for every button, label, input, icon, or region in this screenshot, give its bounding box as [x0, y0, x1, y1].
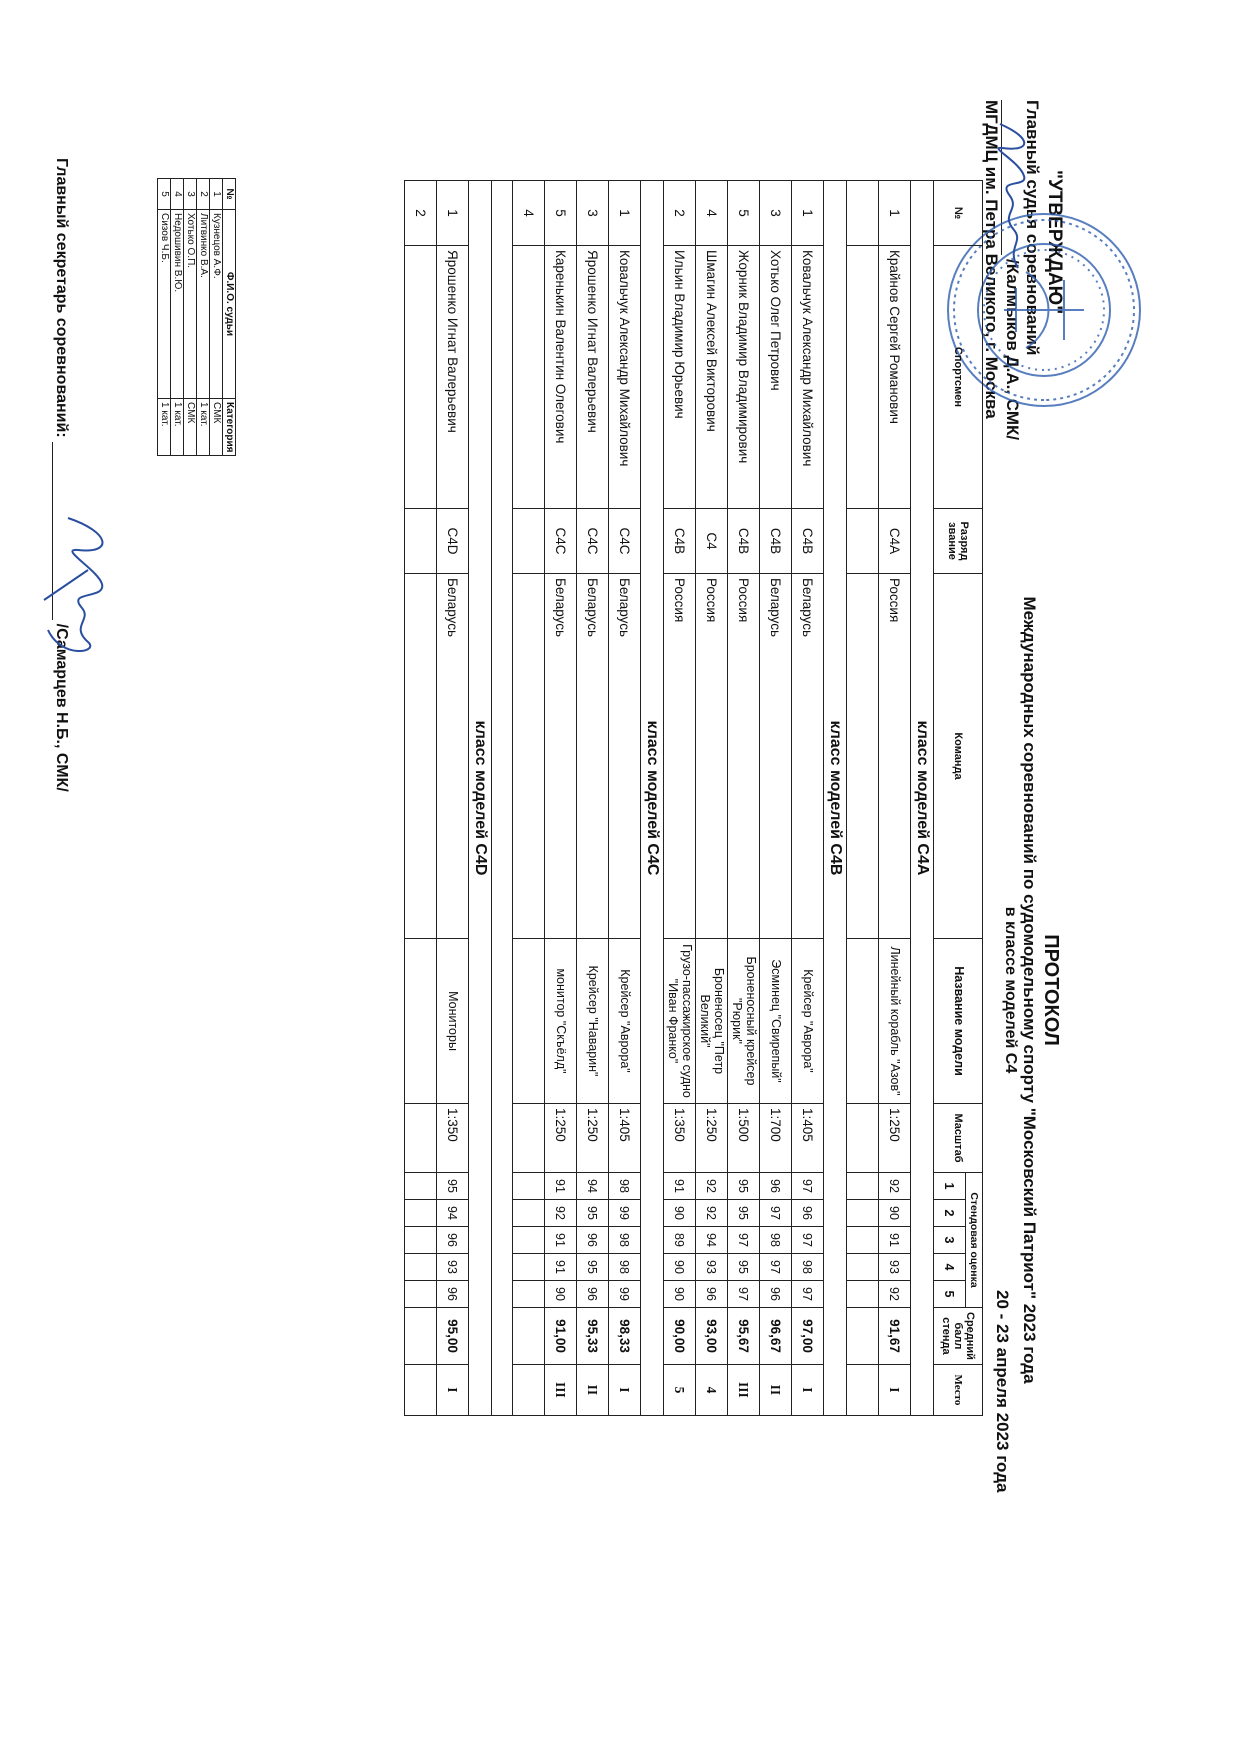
- judge-num: 5: [158, 179, 171, 210]
- class-title: класс моделей С4D: [469, 181, 492, 1416]
- header-place: Место: [934, 1364, 983, 1415]
- cell-score: 91: [545, 1173, 577, 1200]
- cell-score: 92: [879, 1281, 911, 1308]
- cell-score: 96: [696, 1281, 728, 1308]
- cell-scale: 1:250: [577, 1104, 609, 1173]
- judges-header-name: Ф.И.О. судьи: [223, 210, 236, 399]
- class-title-row: [911, 181, 934, 1416]
- cell-score: [405, 1254, 437, 1281]
- class-title: класс моделей С4А: [911, 181, 934, 1416]
- cell-rank: С4В: [792, 509, 824, 574]
- cell-score: 90: [664, 1281, 696, 1308]
- cell-athlete: [847, 246, 879, 509]
- judge-category: 1 кат.: [197, 399, 210, 456]
- result-row: [545, 181, 577, 1416]
- cell-num: 4: [513, 181, 545, 246]
- approval-title: "УТВЕРЖДАЮ": [1044, 170, 1065, 315]
- cell-score: 99: [609, 1281, 641, 1308]
- cell-score: [847, 1200, 879, 1227]
- cell-score: 98: [609, 1173, 641, 1200]
- secretary-name: /Самарцев Н.Б., СМК/: [53, 623, 70, 792]
- cell-place: 5: [664, 1364, 696, 1415]
- judge-category: 1 кат.: [158, 399, 171, 456]
- cell-model: [847, 939, 879, 1104]
- cell-score: [513, 1200, 545, 1227]
- chief-judge-signature: [980, 118, 1040, 298]
- header-score: 1: [934, 1173, 966, 1200]
- header-score: 2: [934, 1200, 966, 1227]
- header-score: 3: [934, 1227, 966, 1254]
- cell-avg: 93,00: [696, 1308, 728, 1365]
- result-row: [513, 181, 545, 1416]
- cell-athlete: [513, 246, 545, 509]
- cell-score: 96: [760, 1173, 792, 1200]
- cell-avg: 91,67: [879, 1308, 911, 1365]
- cell-num: 2: [405, 181, 437, 246]
- cell-score: 97: [728, 1281, 760, 1308]
- protocol-class-line: в классе моделей С4: [1002, 906, 1020, 1074]
- cell-athlete: Каренькин Валентин Олегович: [545, 246, 577, 509]
- protocol-title: ПРОТОКОЛ: [1040, 934, 1062, 1046]
- judge-row: [197, 179, 210, 456]
- cell-scale: 1:405: [609, 1104, 641, 1173]
- result-row: [577, 181, 609, 1416]
- result-row: [405, 181, 437, 1416]
- cell-model: Броненосный крейсер "Рюрик": [728, 939, 760, 1104]
- cell-score: [513, 1173, 545, 1200]
- cell-rank: С4В: [760, 509, 792, 574]
- cell-score: [405, 1173, 437, 1200]
- cell-score: [513, 1227, 545, 1254]
- result-row: [728, 181, 760, 1416]
- cell-score: 91: [545, 1227, 577, 1254]
- cell-avg: 95,33: [577, 1308, 609, 1365]
- cell-model: Линейный корабль "Азов": [879, 939, 911, 1104]
- cell-team: Беларусь: [760, 574, 792, 939]
- cell-score: 91: [545, 1254, 577, 1281]
- cell-place: I: [879, 1364, 911, 1415]
- cell-team: [847, 574, 879, 939]
- cell-model: Эсминец "Свирепый": [760, 939, 792, 1104]
- cell-place: I: [792, 1364, 824, 1415]
- cell-score: 92: [696, 1200, 728, 1227]
- judges-header-num: №: [223, 179, 236, 210]
- judge-category: 1 кат.: [171, 399, 184, 456]
- judge-num: 4: [171, 179, 184, 210]
- cell-athlete: Ярошенко Игнат Валерьевич: [577, 246, 609, 509]
- cell-score: [847, 1254, 879, 1281]
- cell-scale: [847, 1104, 879, 1173]
- cell-score: 97: [792, 1227, 824, 1254]
- cell-num: 4: [696, 181, 728, 246]
- cell-model: [513, 939, 545, 1104]
- cell-rank: [847, 509, 879, 574]
- cell-score: 98: [792, 1254, 824, 1281]
- cell-score: 90: [545, 1281, 577, 1308]
- cell-score: [405, 1227, 437, 1254]
- judge-row: [210, 179, 223, 456]
- cell-num: 3: [577, 181, 609, 246]
- cell-score: 96: [577, 1281, 609, 1308]
- cell-model: [405, 939, 437, 1104]
- judge-name: Недошивин В.Ю.: [171, 210, 184, 399]
- header-stand: Стендовая оценка: [966, 1173, 983, 1308]
- cell-rank: С4: [696, 509, 728, 574]
- cell-scale: 1:500: [728, 1104, 760, 1173]
- cell-score: 90: [664, 1254, 696, 1281]
- cell-avg: [513, 1308, 545, 1365]
- cell-score: 97: [728, 1227, 760, 1254]
- cell-score: 96: [437, 1281, 469, 1308]
- header-rank: Разряд звание: [934, 509, 983, 574]
- cell-score: 92: [545, 1200, 577, 1227]
- cell-num: 5: [545, 181, 577, 246]
- cell-rank: [405, 509, 437, 574]
- cell-score: [847, 1227, 879, 1254]
- judge-name: Сизов Ч.Б.: [158, 210, 171, 399]
- approval-role: Главный судья соревнований: [1023, 100, 1043, 356]
- cell-score: 98: [609, 1254, 641, 1281]
- class-title-row: [824, 181, 847, 1416]
- cell-place: I: [609, 1364, 641, 1415]
- result-row: [609, 181, 641, 1416]
- cell-place: III: [545, 1364, 577, 1415]
- cell-team: Беларусь: [792, 574, 824, 939]
- cell-model: Грузо-пассажирское судно "Иван Франко": [664, 939, 696, 1104]
- cell-score: 96: [792, 1200, 824, 1227]
- judges-table: [157, 178, 236, 456]
- cell-rank: С4А: [879, 509, 911, 574]
- spacer-row: [492, 181, 513, 1416]
- cell-score: 95: [577, 1200, 609, 1227]
- cell-rank: С4В: [728, 509, 760, 574]
- cell-model: Мониторы: [437, 939, 469, 1104]
- cell-score: 95: [728, 1173, 760, 1200]
- cell-place: 4: [696, 1364, 728, 1415]
- spacer-cell: [492, 181, 513, 1416]
- cell-score: 94: [577, 1173, 609, 1200]
- cell-team: Россия: [664, 574, 696, 939]
- cell-score: [847, 1281, 879, 1308]
- header-team: Команда: [934, 574, 983, 939]
- result-row: [437, 181, 469, 1416]
- cell-scale: 1:250: [696, 1104, 728, 1173]
- cell-num: 1: [879, 181, 911, 246]
- judge-name: Кузнецов А.Ф.: [210, 210, 223, 399]
- cell-num: [847, 181, 879, 246]
- cell-athlete: Хотько Олег Петрович: [760, 246, 792, 509]
- result-row: [696, 181, 728, 1416]
- result-row: [760, 181, 792, 1416]
- cell-score: 91: [879, 1227, 911, 1254]
- cell-score: 96: [437, 1227, 469, 1254]
- cell-score: 95: [437, 1173, 469, 1200]
- cell-num: 5: [728, 181, 760, 246]
- cell-avg: 95,00: [437, 1308, 469, 1365]
- cell-team: Россия: [879, 574, 911, 939]
- cell-score: [847, 1173, 879, 1200]
- cell-rank: С4С: [545, 509, 577, 574]
- cell-place: III: [728, 1364, 760, 1415]
- header-score: 5: [934, 1281, 966, 1308]
- secretary-label: Главный секретарь соревнований:: [53, 158, 70, 438]
- cell-score: 98: [760, 1227, 792, 1254]
- approval-name: /Калмыков Д.А., СМК/: [1002, 259, 1022, 441]
- header-athlete: Спортсмен: [934, 246, 983, 509]
- class-title-row: [641, 181, 664, 1416]
- cell-team: Беларусь: [545, 574, 577, 939]
- cell-score: [513, 1281, 545, 1308]
- judge-num: 3: [184, 179, 197, 210]
- cell-team: Беларусь: [577, 574, 609, 939]
- cell-score: 98: [609, 1227, 641, 1254]
- cell-score: 97: [760, 1254, 792, 1281]
- class-title: класс моделей С4С: [641, 181, 664, 1416]
- cell-score: 93: [437, 1254, 469, 1281]
- cell-scale: 1:250: [545, 1104, 577, 1173]
- cell-team: [513, 574, 545, 939]
- cell-place: I: [437, 1364, 469, 1415]
- cell-athlete: Ковальчук Александр Михайлович: [792, 246, 824, 509]
- cell-score: 95: [728, 1200, 760, 1227]
- cell-score: [405, 1200, 437, 1227]
- cell-score: 92: [696, 1173, 728, 1200]
- secretary-signature: [38, 510, 128, 680]
- cell-score: 90: [879, 1200, 911, 1227]
- header-avg: Средний балл стенда: [934, 1308, 983, 1365]
- cell-model: монитор "Скъёлд": [545, 939, 577, 1104]
- header-score: 4: [934, 1254, 966, 1281]
- cell-model: Броненосец "Петр Великий": [696, 939, 728, 1104]
- cell-place: II: [577, 1364, 609, 1415]
- results-table: [404, 180, 983, 1416]
- results-body: [405, 181, 934, 1416]
- header-model: Название модели: [934, 939, 983, 1104]
- cell-score: 97: [792, 1281, 824, 1308]
- judge-row: [184, 179, 197, 456]
- cell-scale: [405, 1104, 437, 1173]
- cell-avg: 91,00: [545, 1308, 577, 1365]
- cell-model: Крейсер "Аврора": [609, 939, 641, 1104]
- cell-scale: [513, 1104, 545, 1173]
- cell-model: Крейсер "Аврора": [792, 939, 824, 1104]
- cell-score: [513, 1254, 545, 1281]
- cell-rank: С4В: [664, 509, 696, 574]
- cell-num: 1: [437, 181, 469, 246]
- judge-category: СМК: [184, 399, 197, 456]
- cell-team: Беларусь: [437, 574, 469, 939]
- cell-team: [405, 574, 437, 939]
- cell-score: 96: [760, 1281, 792, 1308]
- cell-score: 94: [437, 1200, 469, 1227]
- cell-athlete: [405, 246, 437, 509]
- cell-num: 3: [760, 181, 792, 246]
- cell-num: 2: [664, 181, 696, 246]
- cell-score: 97: [792, 1173, 824, 1200]
- cell-scale: 1:700: [760, 1104, 792, 1173]
- judges-body: [158, 179, 223, 456]
- cell-athlete: Ильин Владимир Юрьевич: [664, 246, 696, 509]
- judge-row: [158, 179, 171, 456]
- cell-score: 95: [728, 1254, 760, 1281]
- result-row: [879, 181, 911, 1416]
- competition-dates: 20 - 23 апреля 2023 года: [993, 1290, 1012, 1493]
- result-row: [792, 181, 824, 1416]
- judge-name: Хотько О.П.: [184, 210, 197, 399]
- cell-scale: 1:250: [879, 1104, 911, 1173]
- cell-athlete: Ярошенко Игнат Валерьевич: [437, 246, 469, 509]
- class-title: класс моделей С4В: [824, 181, 847, 1416]
- cell-score: 97: [760, 1200, 792, 1227]
- cell-avg: 90,00: [664, 1308, 696, 1365]
- cell-team: Россия: [728, 574, 760, 939]
- cell-scale: 1:350: [437, 1104, 469, 1173]
- cell-score: 91: [664, 1173, 696, 1200]
- cell-athlete: Ковальчук Александр Михайлович: [609, 246, 641, 509]
- cell-place: [847, 1364, 879, 1415]
- protocol-subtitle: Международных соревнований по судомодельному спорту "Московский Патриот" 2023 года: [1020, 596, 1039, 1384]
- cell-score: 93: [879, 1254, 911, 1281]
- cell-avg: [847, 1308, 879, 1365]
- cell-score: 94: [696, 1227, 728, 1254]
- cell-athlete: Шмагин Алексей Викторович: [696, 246, 728, 509]
- cell-scale: 1:405: [792, 1104, 824, 1173]
- secretary-line: [52, 158, 70, 792]
- cell-rank: С4С: [609, 509, 641, 574]
- cell-score: [405, 1281, 437, 1308]
- cell-score: 93: [696, 1254, 728, 1281]
- approval-org: МГДМЦ им. Петра Великого, г. Москва: [982, 100, 1002, 419]
- cell-place: II: [760, 1364, 792, 1415]
- judge-name: Литвинко В.А.: [197, 210, 210, 399]
- cell-team: Россия: [696, 574, 728, 939]
- cell-athlete: Крайнов Сергей Романович: [879, 246, 911, 509]
- cell-num: 1: [609, 181, 641, 246]
- cell-score: 99: [609, 1200, 641, 1227]
- cell-place: [513, 1364, 545, 1415]
- cell-avg: 98,33: [609, 1308, 641, 1365]
- judge-row: [171, 179, 184, 456]
- cell-place: [405, 1364, 437, 1415]
- judge-num: 1: [210, 179, 223, 210]
- result-row: [664, 181, 696, 1416]
- cell-team: Беларусь: [609, 574, 641, 939]
- cell-model: Крейсер "Наварин": [577, 939, 609, 1104]
- cell-score: 89: [664, 1227, 696, 1254]
- cell-avg: 96,67: [760, 1308, 792, 1365]
- cell-scale: 1:350: [664, 1104, 696, 1173]
- header-num: №: [934, 181, 983, 246]
- cell-score: 90: [664, 1200, 696, 1227]
- result-row: [847, 181, 879, 1416]
- cell-avg: 95,67: [728, 1308, 760, 1365]
- cell-avg: 97,00: [792, 1308, 824, 1365]
- cell-rank: С4D: [437, 509, 469, 574]
- cell-rank: [513, 509, 545, 574]
- cell-num: 1: [792, 181, 824, 246]
- cell-score: 92: [879, 1173, 911, 1200]
- judges-header-category: Категория: [223, 399, 236, 456]
- cell-score: 95: [577, 1254, 609, 1281]
- class-title-row: [469, 181, 492, 1416]
- header-scale: Масштаб: [934, 1104, 983, 1173]
- cell-score: 96: [577, 1227, 609, 1254]
- judge-num: 2: [197, 179, 210, 210]
- cell-athlete: Жорник Владимир Владимирович: [728, 246, 760, 509]
- judge-category: СМК: [210, 399, 223, 456]
- cell-rank: С4С: [577, 509, 609, 574]
- cell-avg: [405, 1308, 437, 1365]
